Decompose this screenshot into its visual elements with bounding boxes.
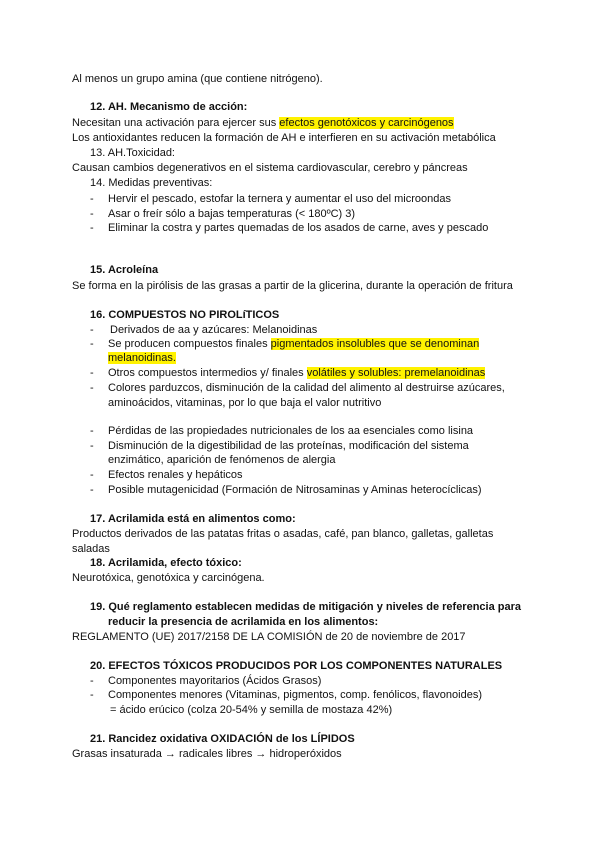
- section-14-title: 14. Medidas preventivas:: [90, 177, 213, 189]
- section-16-dash-2: -: [90, 338, 94, 350]
- section-16-item-6-cont: enzimático, aparición de fenómenos de alergia: [108, 454, 336, 466]
- text: Necesitan una activación para ejercer sus: [72, 117, 280, 129]
- section-12-para-2: Los antioxidantes reducen la formación de AH e interfieren en su activación metabólica: [72, 132, 496, 144]
- section-16-dash-7: -: [90, 469, 94, 481]
- section-16-dash-8: -: [90, 484, 94, 496]
- section-12-title: 12. AH. Mecanismo de acción:: [90, 101, 248, 113]
- section-16-item-8: Posible mutagenicidad (Formación de Nitrosaminas y Aminas heterocíclicas): [108, 484, 482, 496]
- section-14-dash-2: -: [90, 208, 94, 220]
- highlight: melanoidinas.: [108, 352, 176, 364]
- section-15-para: Se forma en la pirólisis de las grasas a partir de la glicerina, durante la operación de fritura: [72, 280, 513, 292]
- section-20-dash-1: -: [90, 675, 94, 687]
- section-15-title: 15. Acroleína: [90, 264, 159, 276]
- section-20-dash-2: -: [90, 689, 94, 701]
- section-16-dash-5: -: [90, 425, 94, 437]
- section-20-title: 20. EFECTOS TÓXICOS PRODUCIDOS POR LOS COMPONENTES NATURALES: [90, 660, 503, 672]
- section-20-item-3: = ácido erúcico (colza 20-54% y semilla de mostaza 42%): [110, 704, 393, 716]
- highlight: efectos genotóxicos y carcinógenos: [279, 117, 454, 129]
- text: Se producen compuestos finales: [108, 338, 271, 350]
- section-14-item-2: Asar o freír sólo a bajas temperaturas (< 180ºC) 3): [108, 208, 356, 220]
- section-14-item-1: Hervir el pescado, estofar la ternera y aumentar el uso del microondas: [108, 193, 452, 205]
- section-21-title: 21. Rancidez oxidativa OXIDACIÓN de los LÍPIDOS: [90, 733, 355, 745]
- section-12-para-1: [72, 116, 454, 130]
- text: Otros compuestos intermedios y/ finales: [108, 367, 307, 379]
- section-14-item-3: Eliminar la costra y partes quemadas de los asados de carne, aves y pescado: [108, 222, 489, 234]
- section-17-para-1: Productos derivados de las patatas fritas o asadas, café, pan blanco, galletas, galletas: [72, 528, 494, 540]
- section-16-item-3: [108, 366, 485, 380]
- section-20-item-1: Componentes mayoritarios (Ácidos Grasos): [108, 675, 322, 687]
- section-16-item-1: Derivados de aa y azúcares: Melanoidinas: [110, 324, 318, 336]
- section-16-item-6: Disminución de la digestibilidad de las proteínas, modificación del sistema: [108, 440, 469, 452]
- highlight: volátiles y solubles: premelanoidinas: [306, 367, 486, 379]
- section-16-item-7: Efectos renales y hepáticos: [108, 469, 243, 481]
- section-16-item-5: Pérdidas de las propiedades nutricionales de los aa esenciales como lisina: [108, 425, 474, 437]
- section-16-item-2-cont: [108, 351, 176, 365]
- section-20-item-2: Componentes menores (Vitaminas, pigmentos, comp. fenólicos, flavonoides): [108, 689, 482, 701]
- section-13-para: Causan cambios degenerativos en el sistema cardiovascular, cerebro y páncreas: [72, 162, 468, 174]
- section-18-para: Neurotóxica, genotóxica y carcinógena.: [72, 572, 265, 584]
- section-17-title: 17. Acrilamida está en alimentos como:: [90, 513, 296, 525]
- section-21-para: Grasas insaturada → radicales libres → hidroperóxidos: [72, 748, 342, 760]
- section-13-title: 13. AH.Toxicidad:: [90, 147, 175, 159]
- section-19-title-1: 19. Qué reglamento establecen medidas de mitigación y niveles de referencia para: [90, 601, 522, 613]
- section-17-para-2: saladas: [72, 543, 110, 555]
- intro-line: Al menos un grupo amina (que contiene nitrógeno).: [72, 73, 323, 85]
- section-16-item-4-cont: aminoácidos, vitaminas, por lo que baja el valor nutritivo: [108, 397, 382, 409]
- section-19-para: REGLAMENTO (UE) 2017/2158 DE LA COMISIÓN de 20 de noviembre de 2017: [72, 631, 466, 643]
- section-16-title: 16. COMPUESTOS NO PIROLíTICOS: [90, 309, 280, 321]
- section-16-item-4: Colores parduzcos, disminución de la calidad del alimento al destruirse azúcares,: [108, 382, 505, 394]
- section-16-dash-3: -: [90, 367, 94, 379]
- section-14-dash-3: -: [90, 222, 94, 234]
- highlight: pigmentados insolubles que se denominan: [270, 338, 480, 350]
- section-16-dash-1: -: [90, 324, 94, 336]
- section-18-title: 18. Acrilamida, efecto tóxico:: [90, 557, 242, 569]
- section-16-dash-4: -: [90, 382, 94, 394]
- section-16-dash-6: -: [90, 440, 94, 452]
- section-14-dash-1: -: [90, 193, 94, 205]
- section-19-title-2: reducir la presencia de acrilamida en los alimentos:: [108, 616, 379, 628]
- section-16-item-2: [108, 337, 479, 351]
